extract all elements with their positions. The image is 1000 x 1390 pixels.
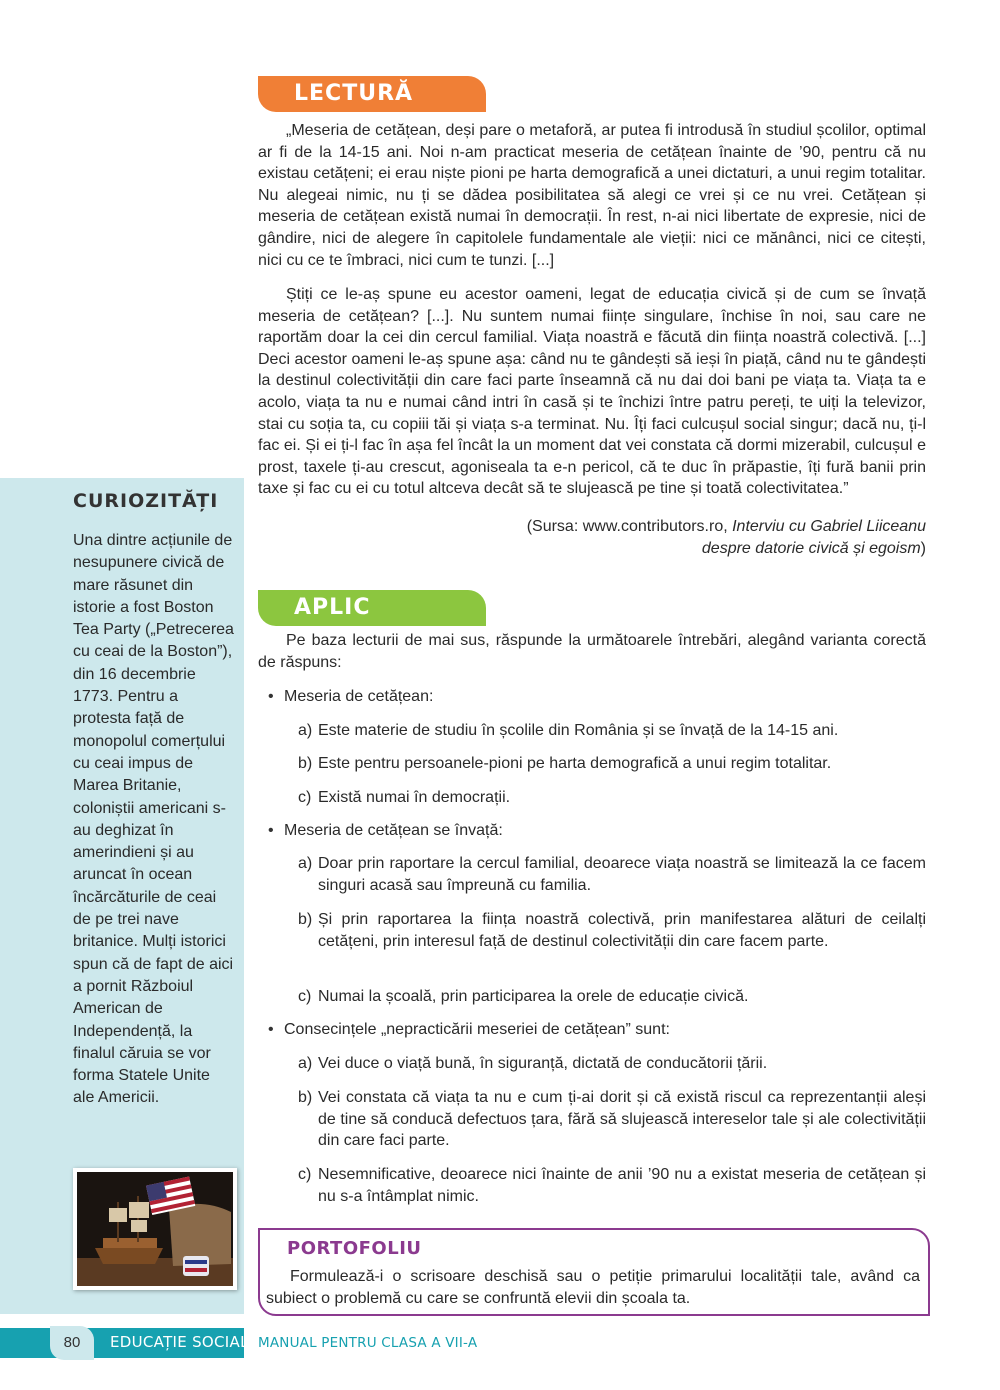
option-label: a) (298, 722, 313, 739)
option-text: Este pentru persoanele-pioni pe harta demografică a unui regim totalitar. (318, 755, 832, 772)
option-text: Vei duce o viață bună, în siguranță, dictată de conducătorii țării. (318, 1055, 768, 1072)
footer-subject: EDUCAȚIE SOCIALĂ (110, 1333, 260, 1351)
q2-option-a (298, 853, 926, 896)
option-label: c) (298, 1166, 312, 1183)
q3-option-c (298, 1164, 926, 1207)
lectura-paragraph-2: Știți ce le-aș spune eu acestor oameni, legat de educația civică și de cum se învață meseria de cetățean? [...]. Nu suntem numai ființe singulare, închise în noi, sau care ne raportăm doar la cei din cercul familial. Viața noastră e făcută din ființa noastră colectivă. [...] Deci acestor oameni le-aș spune așa: când nu te gândești să ieși în piață, când nu te gândești la destinul colectivității din care faci parte înseamnă că nu dai doi bani pe viața ta. Viața ta e acolo, viața ta nu e numai când intri în casă și te închizi între patru pereți, te uiți la televizor, stai cu soția ta, cu copiii tăi și viața s-a terminat. Nu. Îți faci culcușul social singur; dacă nu, ți-l fac ei. Și ei ți-l fac în așa fel încât la un moment dat vei constata că dormi mizerabil, culcușul e prost, taxele ți-au crescut, agoniseala ta e-n pericol, că te duc în prăpastie, îți fură banii prin taxe și fac cu ei cu totul altceva decât să te slujească pe tine și toată colectivitatea.” (258, 286, 926, 498)
ship-and-flag-illustration (73, 1168, 237, 1290)
option-text: Numai la școală, prin participarea la orele de educație civică. (318, 988, 749, 1005)
q1-option-a (298, 720, 926, 742)
option-label: a) (298, 1055, 313, 1072)
portofoliu-heading: PORTOFOLIU (287, 1238, 422, 1259)
option-text: Doar prin raportare la cercul familial, deoarece viața noastră se limitează la ce facem singuri acasă sau împreună cu familia. (318, 855, 926, 894)
q3-option-a (298, 1053, 926, 1075)
option-label: a) (298, 855, 313, 872)
lectura-source (258, 516, 926, 559)
source-suffix: ) (920, 539, 926, 557)
source-title-line1: Interviu cu Gabriel Liiceanu (732, 518, 926, 535)
footer-manual: MANUAL PENTRU CLASA A VII-A (258, 1335, 478, 1351)
option-label: c) (298, 988, 312, 1005)
option-label: b) (298, 911, 313, 928)
boston-tea-party-photo (73, 1168, 237, 1290)
option-text: Și prin raportarea la ființa noastră colectivă, prin manifestarea alături de ceilalți cetățeni, prin interesul față de destinul colectivității din care facem parte. (318, 911, 926, 950)
page-number: 80 (50, 1326, 94, 1360)
curiozitati-text: Una dintre acțiunile de nesupunere civică de mare răsunet din istorie a fost Boston Tea Party („Petrecerea cu ceai de la Boston”), din 16 decembrie 1773. Pentru a protesta față de monopolul comerțului cu ceai impus de Marea Britanie, coloniștii americani s-au deghizat în amerindieni și au aruncat în ocean încărcăturile de ceai de pe trei nave britanice. Mulți istorici spun că de fapt de aici a pornit Războiul American de Independență, la finalul căruia se vor forma Statele Unite ale Americii. (73, 532, 234, 1107)
option-label: c) (298, 789, 312, 806)
q1-option-c (298, 787, 926, 809)
q2-option-b (298, 909, 926, 952)
option-label: b) (298, 755, 313, 772)
option-label: b) (298, 1089, 313, 1106)
lectura-heading: LECTURĂ (294, 81, 414, 106)
q3-option-b (298, 1087, 926, 1152)
question-1: • Meseria de cetățean: (284, 686, 433, 708)
portofoliu-text: Formulează-i o scrisoare deschisă sau o petiție primarului localității tale, având ca subiect o problemă cu care se confruntă elevii din școala ta. (266, 1268, 920, 1307)
question-2: • Meseria de cetățean se învață: (284, 820, 503, 842)
option-text: Există numai în democrații. (318, 789, 511, 806)
curiozitati-heading: CURIOZITĂȚI (73, 490, 219, 512)
question-3: • Consecințele „nepracticării meseriei de cetățean” sunt: (284, 1019, 670, 1041)
option-text: Este materie de studiu în școlile din România și se învață de la 14-15 ani. (318, 722, 839, 739)
option-text: Vei constata că viața ta nu e cum ți-ai dorit și că există riscul ca reprezentanții aleși de tine să conducă defectuos țara, fără să slujească intereselor tale și ale colectivității din care faci parte. (318, 1089, 926, 1150)
q2-option-c (298, 986, 926, 1008)
aplic-banner (258, 590, 486, 626)
q1-option-b (298, 753, 926, 775)
source-prefix: (Sursa: www.contributors.ro, (526, 518, 733, 535)
lectura-paragraph-1: „Meseria de cetățean, deși pare o metaforă, ar putea fi introdusă în studiul școlilor, optimal ar fi de la 14-15 ani. Noi n-am practicat meseria de cetățean înainte de ’90, pentru că nu existau cetățeni; ei erau niște pioni pe harta demografică a unei dictaturi, a unui regim totalitar. Nu alegeai nimic, nu ți se dădea posibilitatea să alegi ce vrei și ce nu vrei. Cetățean și meseria de cetățean există numai în democrații. În rest, n-ai nici libertate de expresie, nici de gândire, nici de alegere în capitolele fundamentale ale vieții: nici ce mănânci, nici ce citești, nici cu ce te îmbraci, nici cum te tunzi. [...] (258, 122, 926, 269)
lectura-banner (258, 76, 486, 112)
aplic-heading: APLIC (294, 595, 371, 620)
option-text: Nesemnificative, deoarece nici înainte de anii ’90 nu a existat meseria de cetățean și nu s-a întâmplat nimic. (318, 1166, 926, 1205)
source-title-line2: despre datorie civică și egoism (701, 539, 921, 557)
aplic-intro: Pe baza lecturii de mai sus, răspunde la următoarele întrebări, alegând varianta corectă de răspuns: (258, 632, 926, 671)
